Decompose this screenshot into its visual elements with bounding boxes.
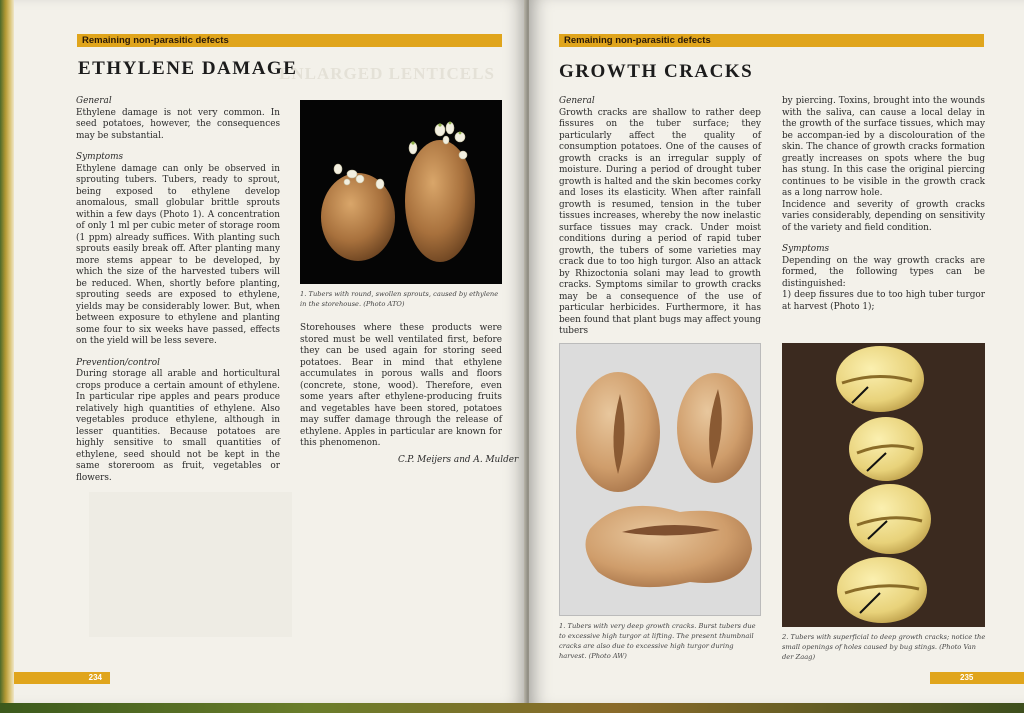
photo-deep-cracks — [559, 343, 761, 616]
left-page — [14, 0, 526, 705]
symptoms-heading: Symptoms — [76, 152, 124, 162]
page-title: GROWTH CRACKS — [559, 61, 754, 82]
continuation-column — [300, 323, 502, 460]
photo-ethylene-tubers — [300, 100, 502, 284]
cracked-tubers-image — [560, 344, 761, 616]
soil-tubers-image — [782, 343, 985, 627]
incidence-text: Incidence and severity of growth cracks varies considerably, depending on sensitivity of the variety and field condition. — [782, 199, 985, 233]
prevention-text: During storage all arable and horticultural crops produce a certain amount of ethylene. In particular ripe apples and pears produce relatively high quantities of ethylene. Also vegetables produce ethylene, although in lesser quantities. Because potatoes are highly sensitive to small quantities of ethylene, seed should not be kept in the same storeroom as fruit, vegetables or flowers. — [76, 369, 280, 483]
faint-background-block — [89, 492, 292, 637]
page-number: 235 — [930, 672, 1024, 684]
bug-damage-text: by piercing. Toxins, brought into the wounds with the saliva, can cause a local delay in the growth of the surface tissues, which may be accompan-ied by a discolouration of the skin. The chance of growth cracks formation greatly increases on spots where the bug has stung. In this case the original piercing continues to be visible in the growth crack as a long narrow hole. — [782, 96, 985, 198]
continuation-text: Storehouses where these products were stored must be well ventilated first, before they can be used again for storing seed potatoes. Bear in mind that ethylene accumulates in porous walls and floors (concrete, stone, wood). Therefore, even some years after ethylene-producing fruits and vegetables have been stored, potatoes may suffer damage through the release of ethylene. Apples in particular are known for this phenomenon. — [300, 323, 502, 448]
left-column — [76, 96, 280, 494]
page-title: ETHYLENE DAMAGE — [78, 58, 298, 79]
right-column-2 — [782, 96, 985, 323]
symptoms-item-1: 1) deep fissures due to too high tuber turgor at harvest (Photo 1); — [782, 290, 985, 312]
ghost-title-bleedthrough: ENLARGED LENTICELS — [279, 64, 495, 83]
photo-superficial-cracks — [782, 343, 985, 627]
page-number: 234 — [14, 672, 110, 684]
bottom-edge-strip — [0, 703, 1024, 713]
tubers-with-sprouts-image — [300, 100, 502, 284]
photo-caption: 1. Tubers with round, swollen sprouts, caused by ethylene in the storehouse. (Photo ATO) — [300, 290, 499, 308]
section-label-bar: Remaining non-parasitic defects — [559, 34, 984, 47]
prevention-heading: Prevention/control — [76, 357, 160, 368]
book-spine-edge — [0, 0, 14, 713]
right-page — [529, 0, 1024, 705]
general-heading: General — [559, 96, 595, 106]
right-column-1 — [559, 96, 761, 348]
section-label-bar: Remaining non-parasitic defects — [77, 34, 502, 47]
general-heading: General — [76, 96, 112, 106]
general-text: Growth cracks are shallow to rather deep fissures on the tuber surface; they particularly affect the quality of consumption potatoes. One of the causes of growth cracks is an irregular supply of moisture. During a period of drought tuber growth is halted and the skin becomes corky and loses its elasticity. When after rainfall growth is resumed, tension in the tuber tissues increases, whereby the now inelastic surface tissues may crack. Under moist conditions during a period of rapid tuber growth, the tubers of some varieties may crack due to too high turgor. Also an attack by Rhizoctonia solani may lead to growth cracks. Symptoms similar to growth cracks may be a consequence of the use of particular herbicides. Furthermore, it has been found that plant bugs may affect young tubers — [559, 107, 761, 336]
author-credit: C.P. Meijers and A. Mulder — [398, 455, 519, 465]
general-text: Ethylene damage is not very common. In seed potatoes, however, the consequences may be substantial. — [76, 107, 280, 141]
symptoms-text: Ethylene damage can only be observed in sprouting tubers. Tubers, ready to sprout, being exposed to ethylene develop anomalous, small globular brittle sprouts within a few days (Photo 1). A concentration of only 1 ml per cubic meter of storage room (1 ppm) already suffices. With planting such sprouts easily break off. After planting many more stems appear to be developed, by which the size of the harvested tubers will be reduced. When, shortly before planting, sprouting seeds are exposed to ethylene, yields may be considerably lower. But, when between exposure to ethylene and planting some four to six weeks have passed, effects on the yield will be less severe. — [76, 163, 280, 346]
symptoms-heading: Symptoms — [782, 244, 830, 254]
photo1-caption: 1. Tubers with very deep growth cracks. Burst tubers due to excessive high turgor at lifting. The present thumbnail cracks are also due to excessive high turgor during harvest. (Photo AW) — [559, 622, 756, 660]
symptoms-text: Depending on the way growth cracks are formed, the following types can be distinguished: — [782, 255, 985, 289]
photo2-caption: 2. Tubers with superficial to deep growth cracks; notice the small openings of holes caused by bug stings. (Photo Van der Zaag) — [782, 633, 986, 661]
